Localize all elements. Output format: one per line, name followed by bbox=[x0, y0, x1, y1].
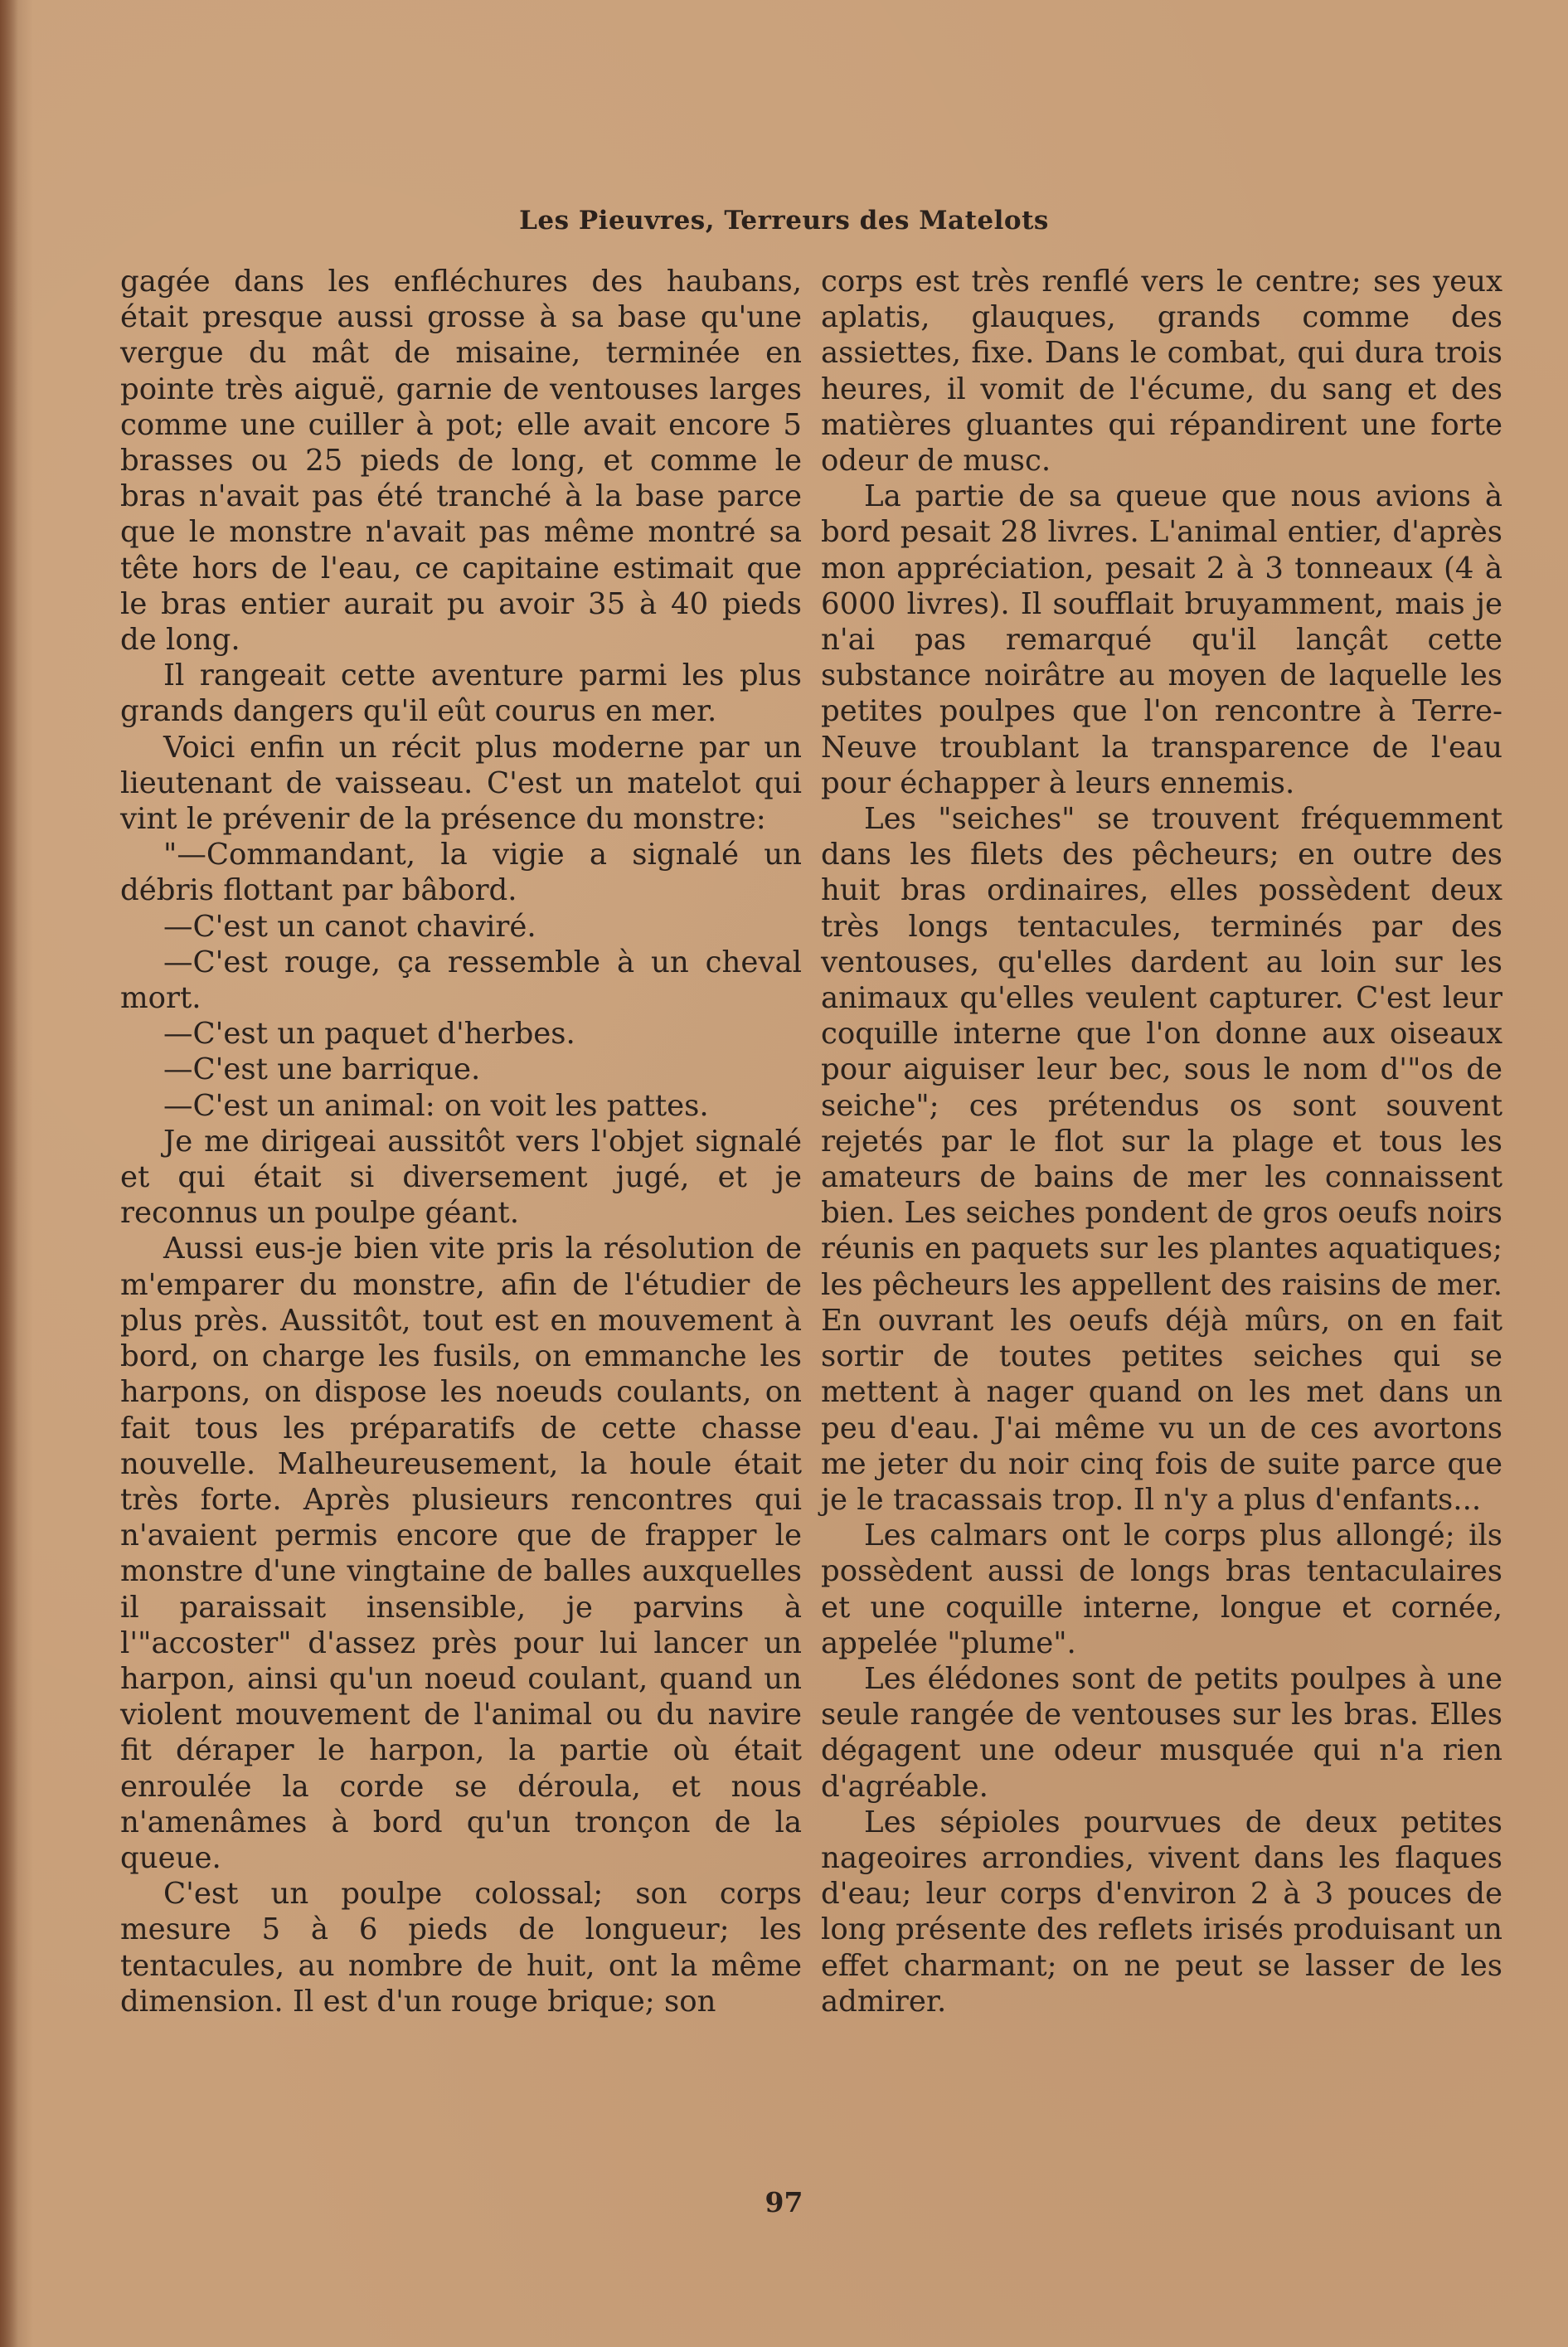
page-edge-shadow bbox=[0, 0, 18, 2347]
dialogue-line: —C'est une barrique. bbox=[163, 1052, 481, 1087]
dialogue-line: —C'est un paquet d'herbes. bbox=[163, 1017, 575, 1052]
paragraph: Les "seiches" se trouvent fréquemment dans les filets des pêcheurs; en outre des huit bras ordinaires, elles possèdent deux très longs tentacules, terminés par des ventouses, qu'elles dardent au loin sur les animaux qu'elles veulent capturer. C'est leur coquille interne que l'on donne aux oiseaux pour aiguiser leur bec, sous le nom d'"os de seiche"; ces prétendus os sont souvent rejetés par le flot sur la plage et tous les amateurs de bains de mer les connaissent bien. Les seiches pondent de gros oeufs noirs réunis en paquets sur les plantes aquatiques; les pêcheurs les appellent des raisins de mer. En ouvrant les oeufs déjà mûrs, on en fait sortir de toutes petites seiches qui se mettent à nager quand on les met dans un peu d'eau. J'ai même vu un de ces avortons me jeter du noir cinq fois de suite parce que je le tracassais trop. Il n'y a plus d'enfants... bbox=[821, 802, 1502, 1517]
paragraph: C'est un poulpe colossal; son corps mesure 5 à 6 pieds de longueur; les tentacules, au nombre de huit, ont la même dimension. Il est d'un rouge brique; son bbox=[120, 1877, 802, 2019]
dialogue-line: —C'est un animal: on voit les pattes. bbox=[163, 1088, 709, 1123]
paragraph: Aussi eus-je bien vite pris la résolution de m'emparer du monstre, afin de l'étudier de plus près. Aussitôt, tout est en mouvement à bord, on charge les fusils, on emmanche les harpons, on dispose les noeuds coulants, on fait tous les préparatifs de cette chasse nouvelle. Malheureusement, la houle était très forte. Après plusieurs rencontres qui n'avaient permis encore que de frapper le monstre d'une vingtaine de balles auxquelles il paraissait insensible, je parvins à l'"accoster" d'assez près pour lui lancer un harpon, ainsi qu'un noeud coulant, quand un violent mouvement de l'animal ou du navire fit déraper le harpon, la partie où était enroulée la corde se déroula, et nous n'amenâmes à bord qu'un tronçon de la queue. bbox=[120, 1232, 802, 1875]
paragraph: Les calmars ont le corps plus allongé; ils possèdent aussi de longs bras tentaculaires et une coquille interne, longue et cornée, appelée "plume". bbox=[821, 1519, 1502, 1660]
paragraph: Voici enfin un récit plus moderne par un lieutenant de vaisseau. C'est un matelot qui vint le prévenir de la présence du monstre: bbox=[120, 730, 802, 837]
dialogue-line: —C'est un canot chaviré. bbox=[163, 909, 536, 944]
running-title: Les Pieuvres, Terreurs des Matelots bbox=[519, 206, 1049, 236]
paragraph: Les sépioles pourvues de deux petites nageoires arrondies, vivent dans les flaques d'eau; leur corps d'environ 2 à 3 pouces de long présente des reflets irisés produisant un effet charmant; on ne peut se lasser de les admirer. bbox=[821, 1805, 1502, 2019]
paragraph: Il rangeait cette aventure parmi les plus grands dangers qu'il eût courus en mer. bbox=[120, 658, 802, 729]
left-column bbox=[120, 264, 802, 2019]
paragraph: La partie de sa queue que nous avions à bord pesait 28 livres. L'animal entier, d'après mon appréciation, pesait 2 à 3 tonneaux (4 à 6000 livres). Il soufflait bruyamment, mais je n'ai pas remarqué qu'il lançât cette substance noirâtre au moyen de laquelle les petites poulpes que l'on rencontre à Terre-Neuve troublant la transparence de l'eau pour échapper à leurs ennemis. bbox=[821, 479, 1502, 800]
dialogue-line: —C'est rouge, ça ressemble à un cheval mort. bbox=[120, 945, 802, 1016]
paragraph: Les élédones sont de petits poulpes à une seule rangée de ventouses sur les bras. Elles dégagent une odeur musquée qui n'a rien d'agréable. bbox=[821, 1661, 1502, 1804]
paragraph: corps est très renflé vers le centre; ses yeux aplatis, glauques, grands comme des assiettes, fixe. Dans le combat, qui dura trois heures, il vomit de l'écume, du sang et des matières gluantes qui répandirent une forte odeur de musc. bbox=[821, 265, 1502, 479]
paragraph: Je me dirigeai aussitôt vers l'objet signalé et qui était si diversement jugé, et je reconnus un poulpe géant. bbox=[120, 1124, 802, 1231]
dialogue-line: "—Commandant, la vigie a signalé un débris flottant par bâbord. bbox=[120, 838, 802, 908]
paragraph: gagée dans les enfléchures des haubans, était presque aussi grosse à sa base qu'une vergue du mât de misaine, terminée en pointe très aiguë, garnie de ventouses larges comme une cuiller à pot; elle avait encore 5 brasses ou 25 pieds de long, et comme le bras n'avait pas été tranché à la base parce que le monstre n'avait pas même montré sa tête hors de l'eau, ce capitaine estimait que le bras entier aurait pu avoir 35 à 40 pieds de long. bbox=[120, 265, 802, 658]
right-column bbox=[821, 264, 1502, 2019]
page-number: 97 bbox=[765, 2186, 803, 2218]
